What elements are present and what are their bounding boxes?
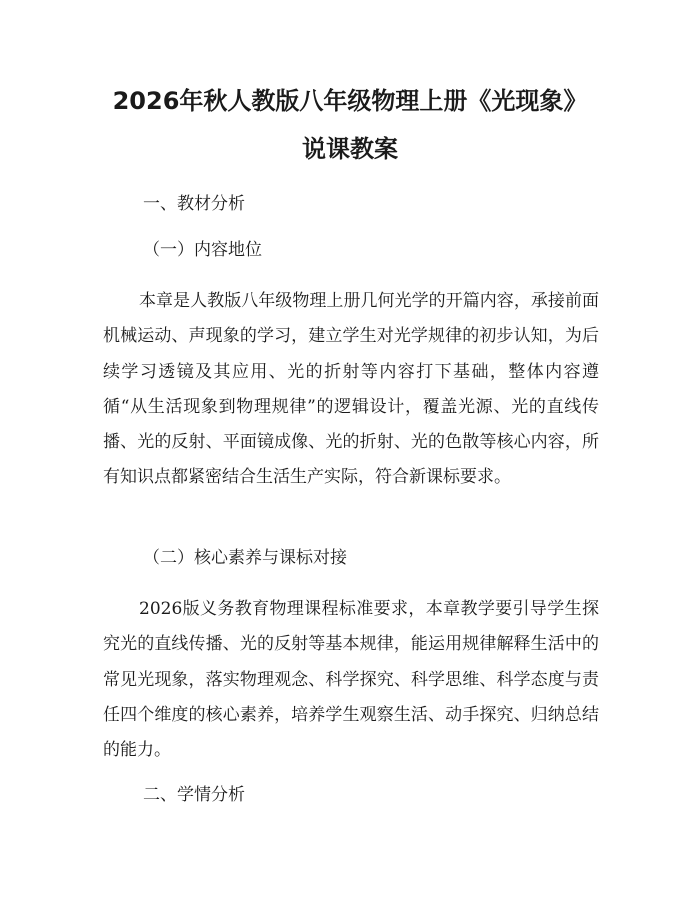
section-heading-teaching-material: 一、教材分析 (143, 194, 245, 214)
subsection-heading-core-literacy: （二）核心素养与课标对接 (143, 548, 347, 568)
document-subtitle: 说课教案 (302, 135, 398, 163)
subsection-heading-content-position: （一）内容地位 (143, 240, 262, 260)
paragraph-core-literacy: 2026版义务教育物理课程标准要求，本章教学要引导学生探究光的直线传播、光的反射等基本规律，能运用规律解释生活中的常见光现象，落实物理观念、科学探究、科学思维、科学态度与责任四个维度的核心素养，培养学生观察生活、动手探究、归纳总结的能力。 (103, 599, 599, 761)
section-heading-student-analysis: 二、学情分析 (143, 785, 245, 805)
document-title: 2026年秋人教版八年级物理上册《光现象》 (112, 87, 588, 115)
paragraph-content-position: 本章是人教版八年级物理上册几何光学的开篇内容，承接前面机械运动、声现象的学习，建立学生对光学规律的初步认知，为后续学习透镜及其应用、光的折射等内容打下基础，整体内容遵循“从生活现象到物理规律”的逻辑设计，覆盖光源、光的直线传播、光的反射、平面镜成像、光的折射、光的色散等核心内容，所有知识点都紧密结合生活生产实际，符合新课标要求。 (103, 291, 599, 488)
